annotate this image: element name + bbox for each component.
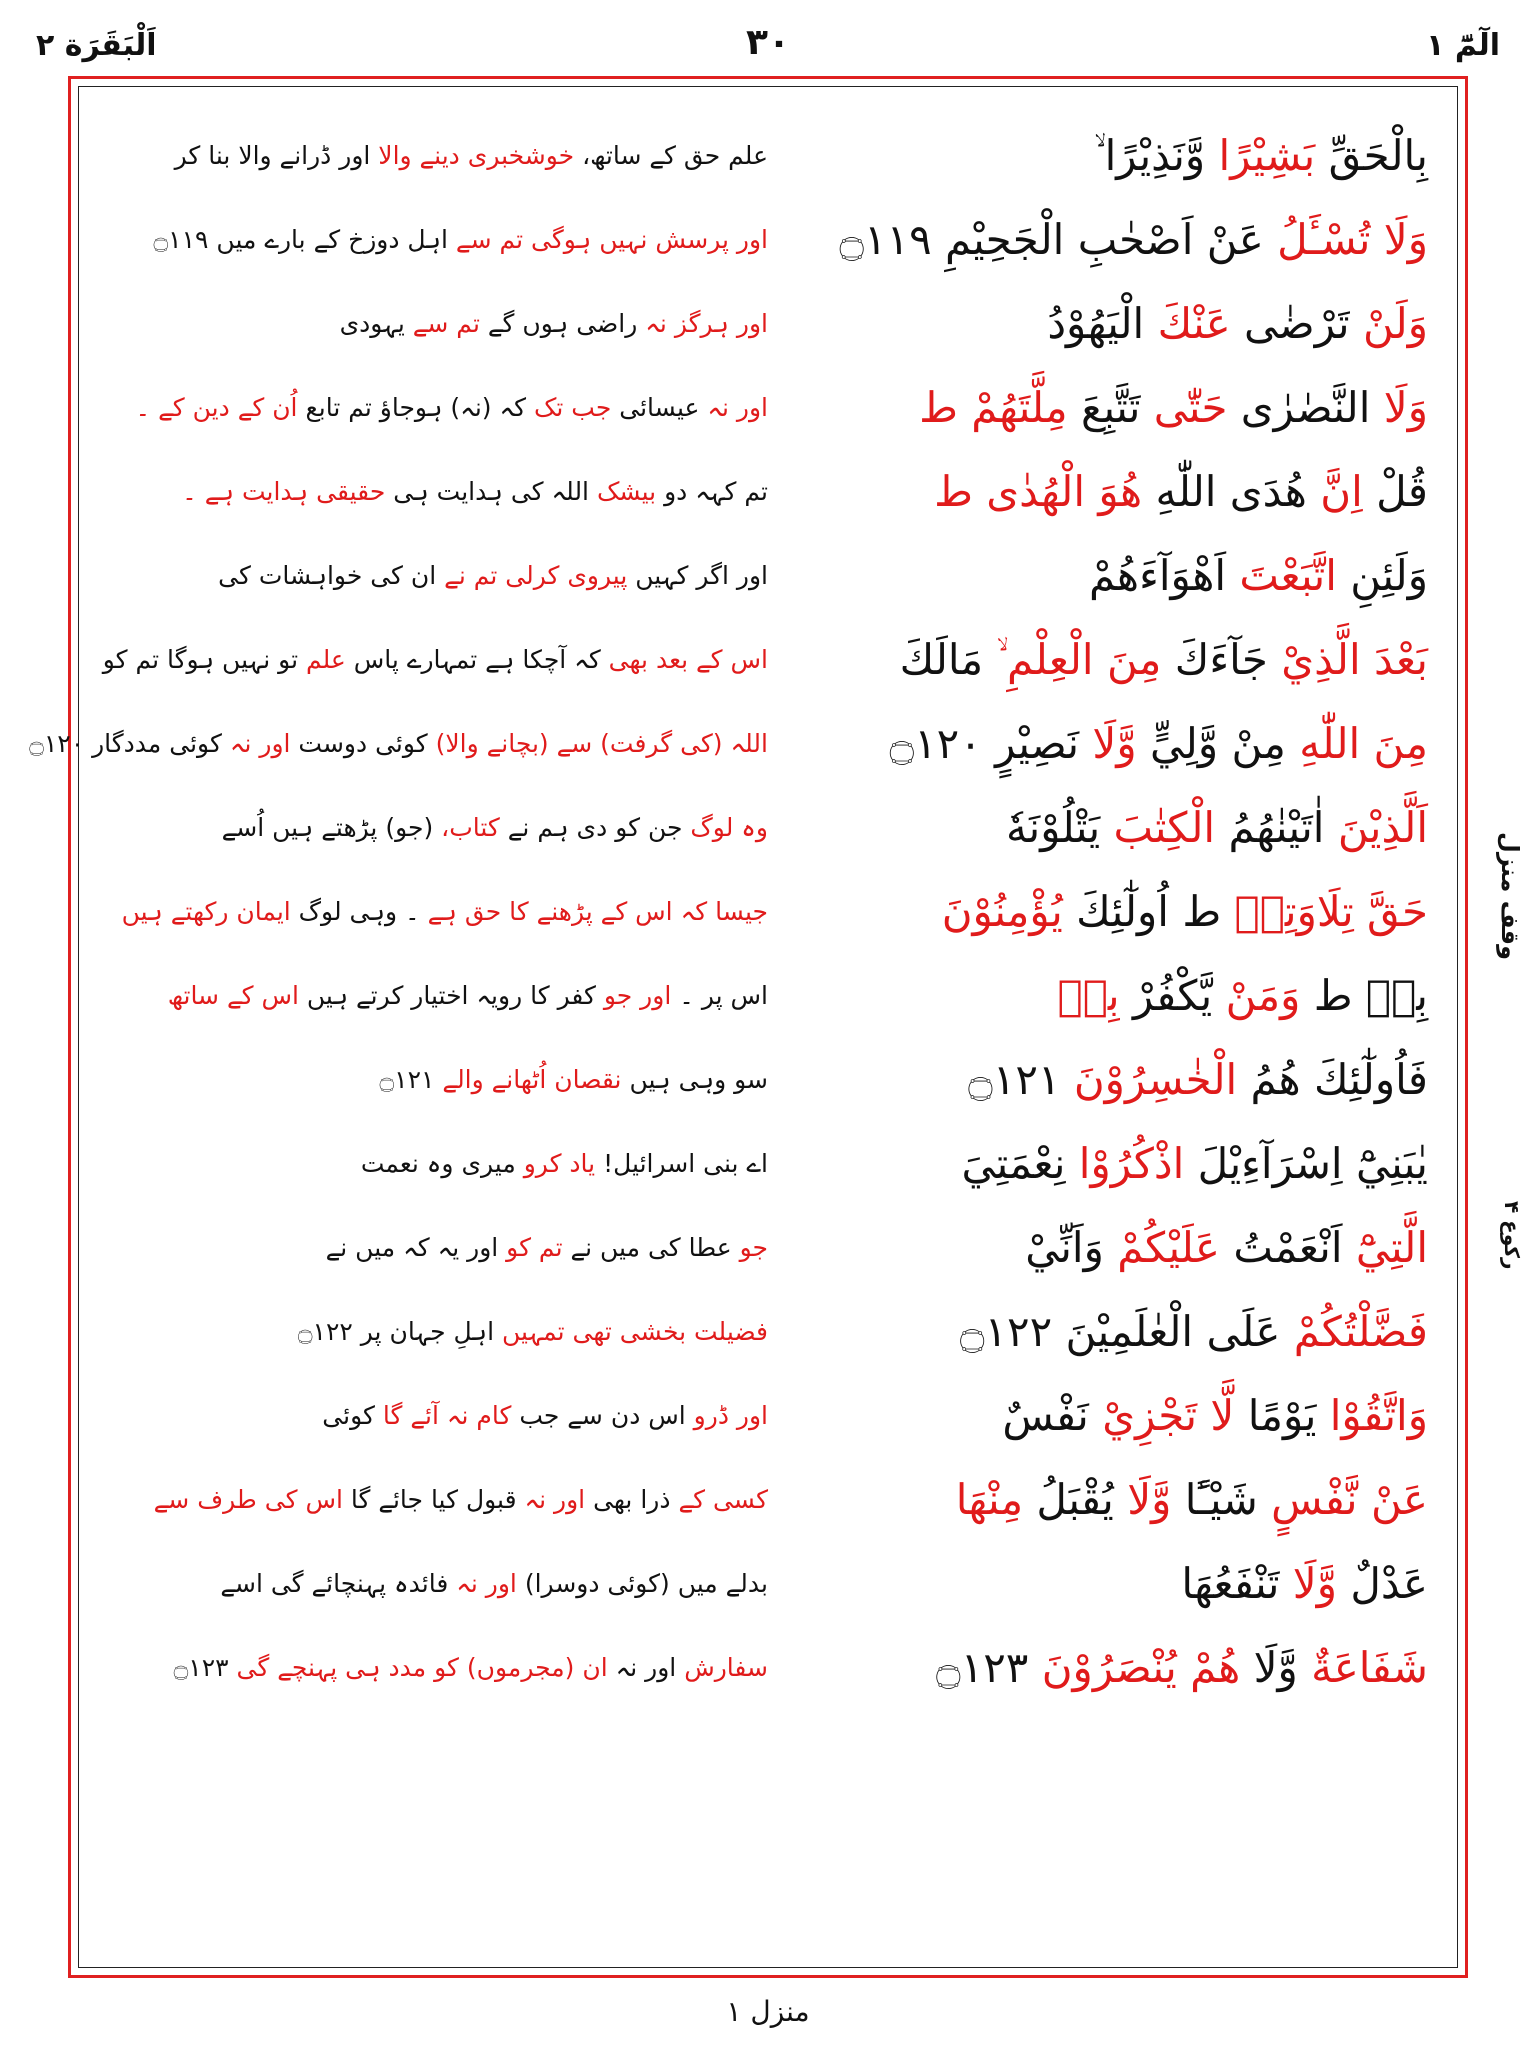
urdu-segment: ۔ وہی لوگ [290,897,420,926]
urdu-segment: اس کے ساتھ [167,981,299,1010]
verse-row [78,792,1458,876]
arabic-segment: النَّصٰرٰى [1227,383,1371,432]
urdu-segment: تم سے [404,309,480,338]
urdu-segment: تو نہیں ہوگا تم کو [102,645,299,674]
urdu-segment: نقصان اُٹھانے والے [434,1065,622,1094]
arabic-segment: يُؤْمِنُوْنَ [941,887,1063,936]
urdu-segment: اور نہ [448,1569,517,1598]
urdu-segment: یاد کرو [515,1149,596,1178]
arabic-line [788,628,1428,692]
urdu-translation-line [148,134,768,178]
arabic-segment: عَدْلٌ [1337,1559,1428,1608]
urdu-segment: تم کو [498,1233,563,1262]
arabic-segment: يَّكْفُرْ [1119,971,1213,1020]
urdu-segment: پیروی کرلی تم نے [436,561,628,590]
arabic-segment: فَاُولٰٓئِكَ هُمُ [1237,1055,1428,1104]
arabic-segment: اِنَّ [1306,467,1363,516]
arabic-segment: وَلَا تُسْـَٔلُ [1263,215,1428,264]
arabic-line [788,1300,1428,1364]
arabic-segment: وَّلَا [1240,1643,1298,1692]
urdu-segment: اور جو [595,981,672,1010]
arabic-line [788,460,1428,524]
urdu-segment: فائدہ پہنچائے گی اسے [220,1569,449,1598]
surah-title: اَلْبَقَرَة ٢ [36,28,157,63]
verse-row [78,540,1458,624]
urdu-translation-line [148,470,768,514]
page-header [0,0,1536,75]
verse-row [78,1044,1458,1128]
urdu-segment: اور نہ [221,729,291,758]
urdu-translation-line [148,974,768,1018]
arabic-segment: ط اُولٰٓئِكَ [1062,887,1222,936]
urdu-segment: کام نہ آئے گا [374,1401,512,1430]
verse-row [78,1632,1458,1716]
urdu-segment: میری وہ نعمت [360,1149,516,1178]
arabic-segment: نِعْمَتِيَ [961,1139,1066,1188]
urdu-translation-line [148,1562,768,1606]
arabic-segment: هُوَ الْهُدٰى ط [934,467,1143,516]
arabic-line [788,1552,1428,1616]
urdu-segment: ۝١٢١ [379,1065,435,1094]
urdu-translation-line [121,890,768,934]
arabic-line [788,376,1428,440]
arabic-segment: مِلَّتَهُمْ ط [919,383,1068,432]
arabic-line [788,208,1428,272]
urdu-segment: کوئی [322,1401,375,1430]
urdu-segment: اور پرسش نہیں ہوگی تم سے [447,225,768,254]
urdu-segment: بیشک [589,477,657,506]
urdu-segment: اور نہ [516,1485,586,1514]
urdu-segment: اور نہ [699,393,768,422]
arabic-segment: اذْكُرُوْا [1065,1139,1185,1188]
urdu-translation-line [148,806,768,850]
urdu-segment: ۝١٢٣ [173,1653,229,1682]
arabic-segment: هُمْ يُنْصَرُوْنَ [1028,1643,1241,1692]
arabic-line [788,1048,1428,1112]
urdu-segment: اور نہ [607,1653,677,1682]
arabic-segment: بِالْحَقِّ [1315,131,1428,180]
arabic-segment: بَعْدَ الَّذِيْ [1267,635,1428,684]
arabic-segment: عَنْ اَصْحٰبِ الْجَحِيْمِ ۝١١٩ [839,215,1264,264]
verse-row [78,1380,1458,1464]
verse-row [78,288,1458,372]
arabic-segment: بَشِيْرًا [1205,131,1316,180]
arabic-segment: يَتْلُوْنَهٗ [1005,803,1101,852]
urdu-segment: اللہ (کی گرفت) سے (بچانے والا) [427,729,768,758]
urdu-segment: کسی کے [670,1485,768,1514]
arabic-line [788,124,1428,188]
urdu-segment: جو [731,1233,768,1262]
verse-row [78,1464,1458,1548]
arabic-segment: عَلَى الْعٰلَمِيْنَ ۝١٢٢ [959,1307,1281,1356]
arabic-line [788,1216,1428,1280]
arabic-segment: لَّا تَجْزِيْ [1088,1391,1235,1440]
arabic-segment: مِنْ وَّلِيٍّ [1136,719,1286,768]
arabic-segment: عَنْكَ [1144,299,1231,348]
arabic-line [788,880,1428,944]
verse-row [78,1128,1458,1212]
arabic-segment: الْيَهُوْدُ [1047,299,1145,348]
urdu-translation-line [148,302,768,346]
urdu-segment: اُن کے دین کے ۔ [135,393,298,422]
arabic-segment: الْكِتٰبَ [1100,803,1216,852]
urdu-translation-line [148,1226,768,1270]
urdu-segment: ذرا بھی [585,1485,671,1514]
arabic-line [788,712,1428,776]
arabic-segment: ۝١٢٣ [936,1643,1029,1692]
urdu-segment: سو وہی ہیں [621,1065,768,1094]
arabic-line [788,1132,1428,1196]
arabic-segment: عَنْ نَّفْسٍ [1257,1475,1428,1524]
arabic-segment: قُلْ [1362,467,1428,516]
page-number: ٣٠ [746,22,790,63]
urdu-translation-line [148,218,768,262]
arabic-segment: مِنَ اللّٰهِ [1285,719,1428,768]
arabic-segment: وَلَئِنِ [1336,551,1428,600]
urdu-segment: راضی ہوں گے [479,309,638,338]
arabic-segment: الَّتِيْٓ [1342,1223,1428,1272]
urdu-segment: ان کی خواہشات کی [218,561,437,590]
verse-row [29,708,1458,792]
arabic-segment: وَّلَا [1079,719,1137,768]
verse-row [78,456,1458,540]
manzil-footer: منزل ١ [726,1995,810,2028]
arabic-segment: وَلَنْ [1349,299,1428,348]
urdu-segment: (جو) پڑھتے ہیں اُسے [221,813,434,842]
arabic-line [788,1636,1428,1700]
arabic-segment: فَضَّلْتُكُمْ [1280,1307,1428,1356]
urdu-segment: وہ لوگ [682,813,768,842]
arabic-segment: وَّلَا [1279,1559,1338,1608]
arabic-segment: شَيْـًٔا [1171,1475,1258,1524]
urdu-segment: جیسا کہ اس کے پڑھنے کا حق ہے [419,897,768,926]
arabic-segment: ۝١٢١ [968,1055,1061,1104]
urdu-segment: کوئی مددگار ۝١٢٠ [29,729,222,758]
arabic-segment: وَلَا [1370,383,1428,432]
arabic-line [788,1468,1428,1532]
urdu-translation-line [148,1058,768,1102]
urdu-segment: یہودی [339,309,405,338]
arabic-segment: تَتَّبِعَ [1067,383,1141,432]
arabic-segment: نَفْسٌ [1002,1391,1089,1440]
arabic-segment: شَفَاعَةٌ [1297,1643,1428,1692]
arabic-line [788,1384,1428,1448]
verse-row [78,1548,1458,1632]
urdu-segment: سفارش [676,1653,768,1682]
urdu-segment: علم [298,645,346,674]
urdu-segment: کہ آچکا ہے تمہارے پاس [345,645,601,674]
arabic-segment: اٰتَيْنٰهُمُ [1215,803,1325,852]
arabic-line [788,292,1428,356]
arabic-segment: هُدَى اللّٰهِ [1142,467,1307,516]
urdu-segment: عیسائی [611,393,700,422]
arabic-segment: وَاتَّقُوْا [1316,1391,1428,1440]
urdu-translation-line [148,1646,768,1690]
verse-row [78,204,1458,288]
urdu-segment: اس پر ۔ [671,981,768,1010]
urdu-segment: اس دن سے جب [511,1401,686,1430]
verse-row [78,1212,1458,1296]
arabic-segment: حَقَّ تِلَاوَتِهٖ [1221,887,1428,936]
urdu-segment: اور یہ کہ میں نے [325,1233,499,1262]
urdu-segment: اور ہرگز نہ [637,309,768,338]
urdu-segment: ایمان رکھتے ہیں [121,897,291,926]
urdu-segment: کتاب، [433,813,500,842]
arabic-segment: وَاَنِّيْ [1025,1223,1104,1272]
arabic-segment: حَتّٰى [1140,383,1228,432]
urdu-segment: جن کو دی ہم نے [499,813,683,842]
arabic-segment: يٰبَنِيْٓ اِسْرَآءِيْلَ [1184,1139,1428,1188]
urdu-translation-line [135,386,768,430]
arabic-segment: نَصِيْرٍ ۝١٢٠ [889,719,1080,768]
urdu-translation-line [148,554,768,598]
verse-row [78,372,1458,456]
arabic-segment: اَنْعَمْتُ [1220,1223,1343,1272]
urdu-segment: بدلے میں (کوئی دوسرا) [516,1569,768,1598]
arabic-segment: الْخٰسِرُوْنَ [1060,1055,1238,1104]
urdu-segment: اس کی طرف سے [153,1485,343,1514]
arabic-line [788,796,1428,860]
urdu-segment: فضیلت بخشی تھی تمہیں [494,1317,768,1346]
arabic-segment: مِنْهَا [955,1475,1024,1524]
urdu-segment: اور ڈرانے والا بنا کر [174,141,371,170]
arabic-segment: ۙ مَالَكَ [899,635,997,684]
arabic-segment: وَمَنْ [1212,971,1301,1020]
verse-row [78,1296,1458,1380]
arabic-segment: اتَّبَعْتَ [1226,551,1337,600]
verse-row [78,120,1458,204]
urdu-segment: اور ڈرو [685,1401,768,1430]
urdu-segment: اللہ کی ہدایت ہی [385,477,590,506]
arabic-line [788,964,1428,1028]
urdu-translation-line [148,1394,768,1438]
urdu-segment: علم حق کے ساتھ، [574,141,768,170]
urdu-segment: کہ (نہ) ہوجاؤ تم تابع [297,393,527,422]
arabic-segment: مِنَ الْعِلْمِ [996,635,1162,684]
urdu-segment: حقیقی ہدایت ہے ۔ [182,477,386,506]
urdu-segment: جب تک [526,393,612,422]
urdu-segment: ان (مجرموں) کو مدد ہی پہنچے گی [228,1653,608,1682]
urdu-segment: اے بنی اسرائیل! [595,1149,768,1178]
urdu-segment: کفر کا رویہ اختیار کرتے ہیں [298,981,596,1010]
verse-row [78,960,1458,1044]
waqf-margin-note: وقف منزل [1496,832,1524,960]
urdu-translation-line [148,1478,768,1522]
urdu-segment: تم کہہ دو [656,477,768,506]
arabic-segment: اَلَّذِيْنَ [1324,803,1428,852]
urdu-segment: عطا کی میں نے [562,1233,732,1262]
urdu-segment: اہل دوزخ کے بارے میں ۝١١٩ [153,225,448,254]
arabic-segment: اَهْوَآءَهُمْ [1088,551,1227,600]
arabic-segment: يَوْمًا [1234,1391,1317,1440]
verse-rows [29,120,1458,1716]
arabic-segment: بِهٖ ط [1300,971,1428,1020]
verse-row [78,624,1458,708]
arabic-segment: عَلَيْكُمْ [1103,1223,1220,1272]
urdu-segment: اہلِ جہان پر ۝١٢٢ [297,1317,495,1346]
urdu-segment: اس کے بعد بھی [600,645,768,674]
arabic-segment: بِهٖ [1057,971,1120,1020]
arabic-segment: وَّلَا [1113,1475,1172,1524]
urdu-translation-line [148,1142,768,1186]
arabic-line [788,544,1428,608]
verse-row [78,876,1458,960]
urdu-segment: اور اگر کہیں [627,561,768,590]
urdu-translation-line [102,638,768,682]
urdu-translation-line [29,722,768,766]
juz-title: الٓمّٓ ١ [1426,28,1500,63]
arabic-segment: تَرْضٰى [1230,299,1350,348]
urdu-segment: خوشخبری دینے والا [370,141,575,170]
arabic-segment: وَّنَذِيْرًا ۙ [1094,131,1206,180]
ruku-margin-note: رکوع ۴ [1500,1201,1524,1270]
urdu-translation-line [148,1310,768,1354]
urdu-segment: کوئی دوست [290,729,428,758]
arabic-segment: جَآءَكَ [1161,635,1268,684]
urdu-segment: قبول کیا جائے گا [342,1485,517,1514]
arabic-segment: يُقْبَلُ [1023,1475,1114,1524]
arabic-segment: تَنْفَعُهَا [1181,1559,1280,1608]
